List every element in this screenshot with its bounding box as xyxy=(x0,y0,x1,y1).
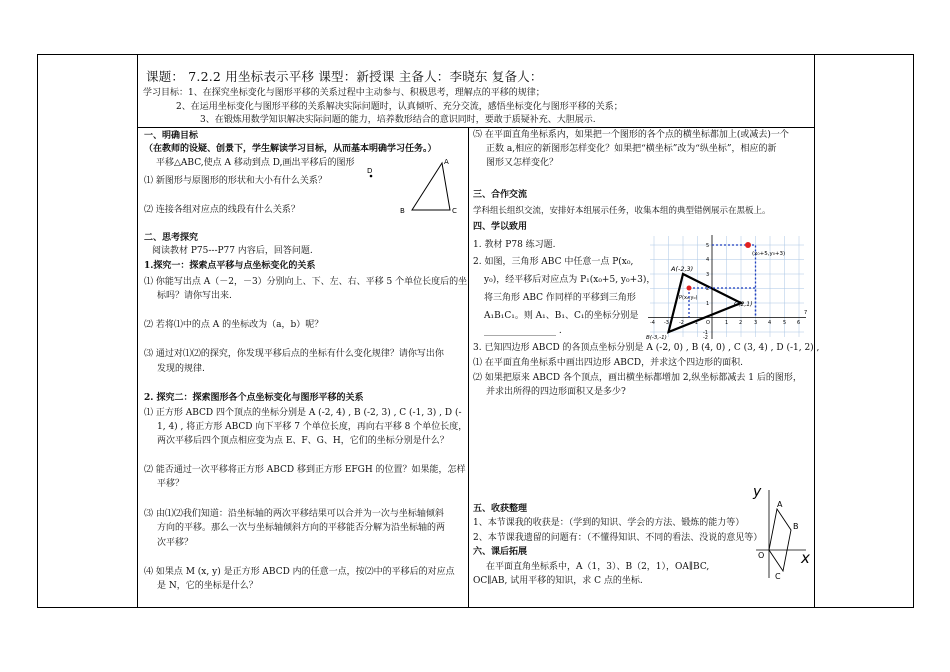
x-tick: 2 xyxy=(739,320,743,326)
x-tick: 4 xyxy=(768,320,772,326)
practice-1: 1. 教材 P78 练习题. xyxy=(473,240,556,250)
left-margin-line xyxy=(137,54,138,608)
section-1-title: 一、明确目标 xyxy=(144,131,199,141)
y-tick: 4 xyxy=(706,257,710,263)
x-tick: 3 xyxy=(754,320,758,326)
para-label-y: y xyxy=(753,484,762,500)
lesson-title: 课题： 7.2.2 用坐标表示平移 课型：新授课 主备人：李晓东 复备人： xyxy=(146,69,543,84)
y-tick: 5 xyxy=(706,243,710,249)
point-p1 xyxy=(745,242,751,248)
practice-2e: ________________ . xyxy=(484,326,562,336)
section-5-title: 五、收获整理 xyxy=(473,504,528,514)
learning-goal-3: 3、在锻炼用数学知识解决实际问题的能力，培养数形结合的意识同时，要敢于质疑补充、大胆展示. xyxy=(200,115,596,125)
parallelogram-figure xyxy=(750,482,814,580)
right-margin-line xyxy=(814,54,815,608)
para-label-x: x xyxy=(801,549,810,567)
grid-label-c: C(2,1) xyxy=(734,301,753,308)
y-tick-labels xyxy=(703,243,709,341)
para-label-b: B xyxy=(793,522,799,531)
triangle-figure xyxy=(360,158,460,220)
practice-3c: ⑵ 如果把原来 ABCD 各个顶点，画出横坐标都增加 2,纵坐标都减去 1 后的图形， xyxy=(473,373,802,383)
section-1-question-1: ⑴ 新图形与原图形的形状和大小有什么关系？ xyxy=(144,176,327,186)
grid-origin: O xyxy=(706,320,710,326)
triangle-label-d: D xyxy=(367,167,373,175)
section-6-line-a: 在平面直角坐标系中，A（1，3）、B（2，1），OA∥BC, xyxy=(486,562,710,572)
y-tick: 2 xyxy=(706,286,710,292)
x-tick: -4 xyxy=(650,320,655,326)
grid-label-p1: (x₀+5,y₀+3) xyxy=(752,251,786,257)
parallelogram-shape xyxy=(769,509,791,571)
y-tick: 3 xyxy=(706,272,710,278)
para-label-o: O xyxy=(758,551,765,560)
x-tick: -2 xyxy=(679,320,684,326)
practice-3a: 3. 已知四边形 ABCD 的各顶点坐标分别是 A (-2, 0) , B (4, 0) , C (3, 4) , D (-1, 2) , xyxy=(473,343,820,353)
section-4-title: 四、学以致用 xyxy=(473,222,528,232)
grid-label-a: A(-2,3) xyxy=(671,265,694,273)
explore-2-q3a: ⑶ 由⑴⑵我们知道：沿坐标轴的两次平移结果可以合并为一次与坐标轴倾斜 xyxy=(144,509,444,519)
y-tick: -1 xyxy=(703,330,708,336)
column-divider xyxy=(468,127,469,608)
learning-goal-2: 2、在运用坐标变化与图形平移的关系解决实际问题时，认真倾听、充分交流，感悟坐标变化与图形平移的关系； xyxy=(176,102,623,112)
triangle-label-a: A xyxy=(444,158,449,166)
para-label-a: A xyxy=(777,500,783,509)
explore-2-title: 2. 探究二：探索图形各个点坐标变化与图形平移的关系 xyxy=(144,393,364,403)
explore-1-title: 1.探究一：探索点平移与点坐标变化的关系 xyxy=(144,261,316,271)
explore-2-q5b: 正数 a,相应的新图形怎样变化？如果把“横坐标”改为“纵坐标”，相应的新 xyxy=(486,144,777,154)
para-label-c: C xyxy=(775,572,781,580)
explore-1-q2: ⑵ 若将⑴中的点 A 的坐标改为（a，b）呢？ xyxy=(144,320,324,330)
y-tick: -2 xyxy=(703,335,708,341)
x-tick: 5 xyxy=(783,320,787,326)
section-3-title: 三、合作交流 xyxy=(473,190,528,200)
x-tick: 6 xyxy=(797,320,801,326)
point-p xyxy=(687,286,692,291)
practice-2a: 2. 如图，三角形 ABC 中任意一点 P(x₀, xyxy=(473,257,634,267)
explore-1-q3b: 发现的规律. xyxy=(157,364,205,374)
explore-2-q5c: 图形又怎样变化？ xyxy=(486,158,559,168)
x-tick: -1 xyxy=(693,320,698,326)
y-tick: 1 xyxy=(706,301,710,307)
section-5-line-2: 2、本节课我遗留的问题有：（不懂得知识、不同的看法、没说的意见等） xyxy=(473,533,763,543)
grid-label-p: P(x₀,y₀) xyxy=(679,295,698,301)
coordinate-grid-figure xyxy=(644,233,810,341)
x-tick: 7 xyxy=(804,310,808,316)
header-bottom-line xyxy=(137,127,814,128)
practice-2d: A₁B₁C₁。则 A₁、B₁、C₁的坐标分别是 xyxy=(484,311,639,321)
section-5-line-1: 1、本节课我的收获是：（学到的知识、学会的方法、锻炼的能力等） xyxy=(473,518,745,528)
explore-2-q1c: 两次平移后四个顶点相应变为点 E、F、G、H，它们的坐标分别是什么？ xyxy=(157,436,449,446)
explore-2-q3c: 次平移？ xyxy=(157,538,194,548)
grid-label-b: B(-3,-1) xyxy=(646,335,667,341)
explore-2-q3b: 方向的平移。那么一次与坐标轴倾斜方向的平移能否分解为沿坐标轴的两 xyxy=(157,523,446,533)
triangle-label-b: B xyxy=(400,207,405,215)
practice-3b: ⑴ 在平面直角坐标系中画出四边形 ABCD，并求这个四边形的面积. xyxy=(473,358,743,368)
section-1-question-2: ⑵ 连接各组对应点的线段有什么关系？ xyxy=(144,205,300,215)
section-1-task: 平移△ABC,使点 A 移动到点 D,画出平移后的图形 xyxy=(156,158,355,168)
practice-3d: 并求出所得的四边形面积又是多少? xyxy=(486,387,626,397)
explore-2-q4a: ⑷ 如果点 M (x, y) 是正方形 ABCD 内的任意一点，按⑵中的平移后的对应点 xyxy=(144,567,455,577)
explore-2-q5a: ⑸ 在平面直角坐标系内，如果把一个图形的各个点的横坐标都加上(或减去)一个 xyxy=(473,130,789,140)
explore-1-q1a: ⑴ 你能写出点 A（－2，－3）分别向上、下、左、右、平移 5 个单位长度后的坐 xyxy=(144,277,468,287)
explore-1-q3a: ⑶ 通过对⑴⑵的探究，你发现平移后点的坐标有什么变化规律？请你写出你 xyxy=(144,349,444,359)
x-tick: -3 xyxy=(664,320,669,326)
section-2-read: 阅读教材 P75---P77 内容后，回答问题. xyxy=(152,246,313,256)
explore-2-q1a: ⑴ 正方形 ABCD 四个顶点的坐标分别是 A (-2, 4) , B (-2, 3) , C (-1, 3) , D (- xyxy=(144,408,462,418)
triangle-label-c: C xyxy=(452,207,457,215)
learning-goal-1: 学习目标：1、在探究坐标变化与图形平移的关系过程中主动参与、积极思考，理解点的平移的规律； xyxy=(143,88,545,98)
explore-1-q1b: 标吗？请你写出来. xyxy=(157,291,232,301)
section-2-title: 二、思考探究 xyxy=(144,233,199,243)
explore-2-q1b: 1, 4) , 将正方形 ABCD 向下平移 7 个单位长度，再向右平移 8 个单位长度， xyxy=(157,422,468,432)
section-1-note: （在教师的设疑、创景下，学生解读学习目标，从而基本明确学习任务。） xyxy=(144,144,437,154)
x-tick: 1 xyxy=(725,320,729,326)
section-3-text: 学科组长组织交流，安排好本组展示任务，收集本组的典型错例展示在黑板上。 xyxy=(473,206,771,216)
explore-2-q2b: 平移？ xyxy=(157,479,185,489)
explore-2-q2a: ⑵ 能否通过一次平移将正方形 ABCD 移到正方形 EFGH 的位置？如果能，怎样 xyxy=(144,465,466,475)
practice-2b: y₀)，经平移后对应点为 P₁(x₀+5, y₀+3)， xyxy=(484,275,656,285)
triangle-abc-shape xyxy=(412,163,450,210)
section-6-line-b: OC∥AB, 试用平移的知识，求 C 点的坐标. xyxy=(473,576,643,586)
point-d-dot xyxy=(370,175,373,178)
section-6-title: 六、课后拓展 xyxy=(473,547,528,557)
practice-2c: 将三角形 ABC 作同样的平移到三角形 xyxy=(484,293,636,303)
explore-2-q4b: 是 N，它的坐标是什么？ xyxy=(157,581,258,591)
